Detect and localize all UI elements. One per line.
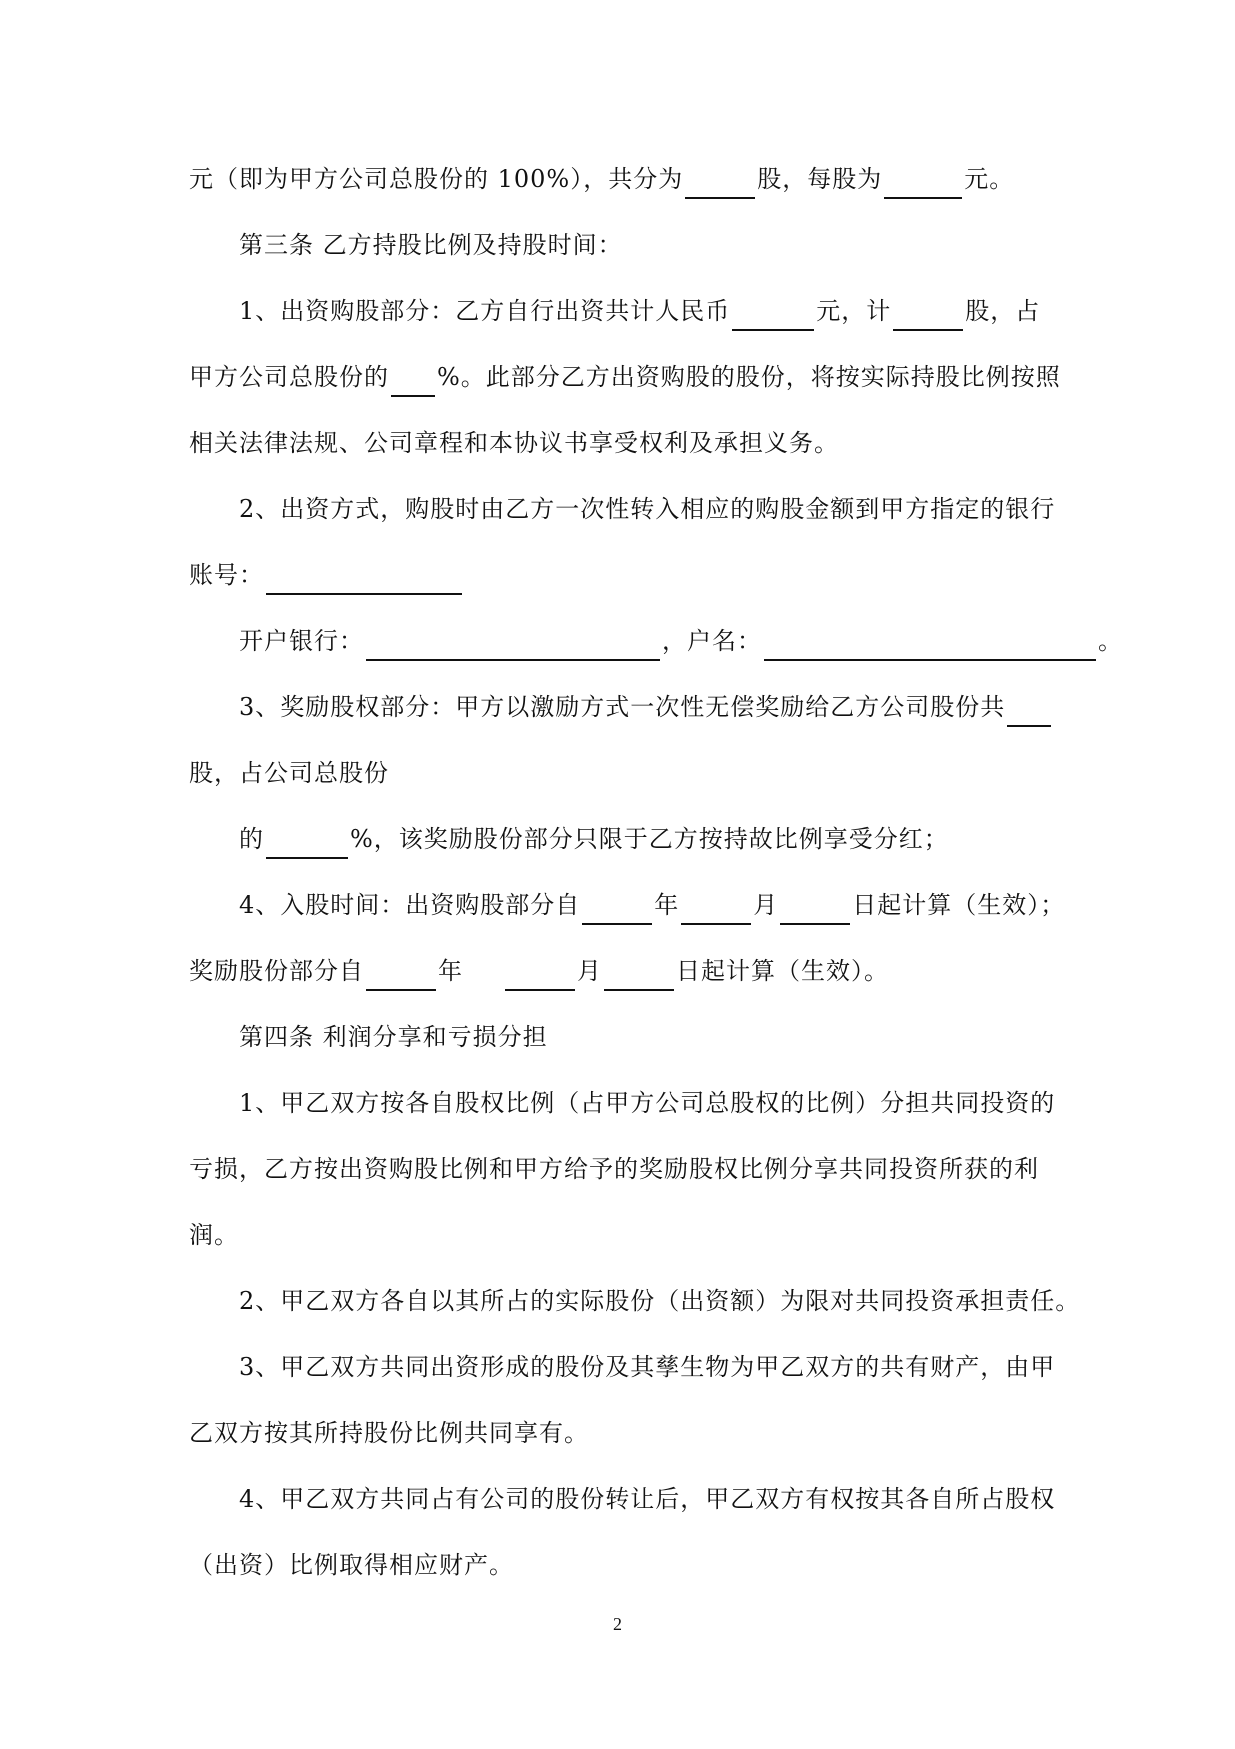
line-text: 月 — [753, 891, 779, 919]
year-blank[interactable] — [366, 959, 436, 991]
page-number: 2 — [613, 1614, 622, 1634]
blank-field[interactable] — [1007, 695, 1051, 727]
line-text: 乙双方按其所持股份比例共同享有。 — [189, 1419, 589, 1447]
text-line — [239, 885, 1065, 925]
text-line — [189, 1149, 1039, 1189]
line-text: 润。 — [189, 1221, 239, 1249]
text-line — [239, 687, 1053, 727]
line-text: 相关法律法规、公司章程和本协议书享受权利及承担义务。 — [189, 429, 839, 457]
line-text: 元。 — [964, 165, 1015, 193]
line-text: 甲方公司总股份的 — [189, 363, 389, 391]
line-text: 日起计算（生效）。 — [676, 957, 889, 985]
text-line — [189, 1215, 239, 1255]
line-text: 亏损，乙方按出资购股比例和甲方给予的奖励股权比例分享共同投资所获的利 — [189, 1155, 1039, 1183]
line-text: 年 — [654, 891, 680, 919]
text-line — [189, 753, 389, 793]
bank-name-blank[interactable] — [366, 629, 660, 661]
account-holder-blank[interactable] — [764, 629, 1096, 661]
day-blank[interactable] — [780, 893, 850, 925]
text-line — [189, 1545, 514, 1585]
line-text: 奖励股份部分自 — [189, 957, 364, 985]
line-text: 的 — [239, 825, 264, 853]
blank-field[interactable] — [732, 299, 814, 331]
text-line — [239, 291, 1040, 331]
line-text: 股，每股为 — [757, 165, 883, 193]
blank-field[interactable] — [391, 365, 435, 397]
blank-field[interactable] — [266, 827, 348, 859]
line-text: 1、出资购股部分：乙方自行出资共计人民币 — [239, 297, 731, 325]
account-number-blank[interactable] — [266, 563, 462, 595]
section-heading — [239, 1017, 548, 1057]
text-line — [189, 357, 1061, 397]
line-text: 1、甲乙双方按各自股权比例（占甲方公司总股权的比例）分担共同投资的 — [239, 1089, 1056, 1117]
line-text: 年 — [438, 957, 463, 985]
text-line — [189, 951, 889, 991]
line-text: 开户银行： — [239, 627, 364, 655]
text-line — [189, 555, 464, 595]
line-text: 2、出资方式，购股时由乙方一次性转入相应的购股金额到甲方指定的银行 — [239, 495, 1056, 523]
line-text: 股，占 — [965, 297, 1041, 325]
text-line — [239, 621, 1123, 661]
day-blank[interactable] — [604, 959, 674, 991]
line-text: 第四条 利润分享和亏损分担 — [239, 1023, 548, 1051]
blank-field[interactable] — [685, 167, 755, 199]
year-blank[interactable] — [582, 893, 652, 925]
line-text: 。 — [1098, 627, 1123, 655]
line-text: 3、甲乙双方共同出资形成的股份及其孳生物为甲乙双方的共有财产，由甲 — [239, 1353, 1056, 1381]
text-line — [239, 1083, 1055, 1123]
month-blank[interactable] — [505, 959, 575, 991]
text-line — [239, 1479, 1055, 1519]
text-line — [239, 819, 949, 859]
blank-field[interactable] — [884, 167, 962, 199]
line-text: %。此部分乙方出资购股的股份，将按实际持股比例按照 — [437, 363, 1061, 391]
line-text: 元（即为甲方公司总股份的 100%），共分为 — [189, 165, 684, 193]
text-line — [239, 1347, 1055, 1387]
line-text: 元，计 — [816, 297, 892, 325]
line-text: 股，占公司总股份 — [189, 759, 389, 787]
text-line — [239, 1281, 1080, 1321]
blank-field[interactable] — [893, 299, 963, 331]
month-blank[interactable] — [681, 893, 751, 925]
line-text: 日起计算（生效）； — [852, 891, 1066, 919]
line-text: 3、奖励股权部分：甲方以激励方式一次性无偿奖励给乙方公司股份共 — [239, 693, 1006, 721]
section-heading — [239, 225, 623, 265]
line-text: 第三条 乙方持股比例及持股时间： — [239, 231, 623, 259]
text-line — [239, 489, 1055, 529]
line-text: %，该奖励股份部分只限于乙方按持故比例享受分红； — [350, 825, 949, 853]
line-text: 账号： — [189, 561, 264, 589]
text-line — [189, 1413, 589, 1453]
text-line — [189, 159, 1014, 199]
line-text: ，户名： — [662, 627, 762, 655]
line-text: 4、甲乙双方共同占有公司的股份转让后，甲乙双方有权按其各自所占股权 — [239, 1485, 1056, 1513]
line-text: 4、入股时间：出资购股部分自 — [239, 891, 581, 919]
line-text: 月 — [577, 957, 602, 985]
line-text: （出资）比例取得相应财产。 — [189, 1551, 514, 1579]
text-line — [189, 423, 839, 463]
line-text: 2、甲乙双方各自以其所占的实际股份（出资额）为限对共同投资承担责任。 — [239, 1287, 1081, 1315]
